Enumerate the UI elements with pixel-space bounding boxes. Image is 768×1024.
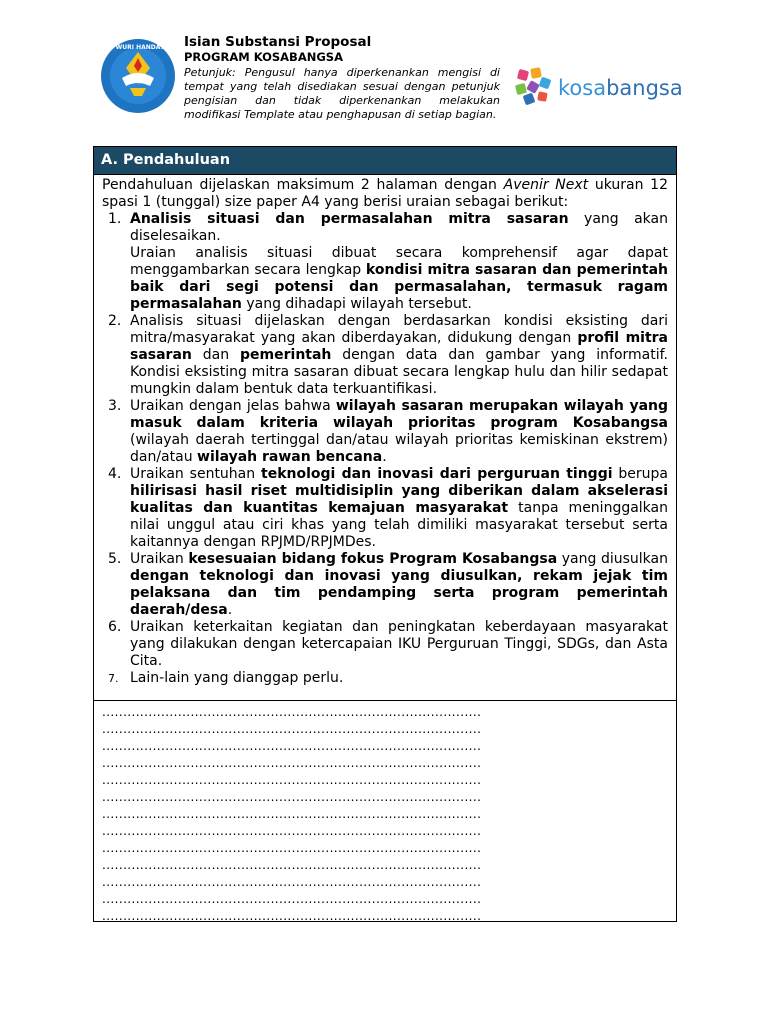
form-title: Isian Substansi Proposal (184, 34, 372, 50)
list-item: 3. Uraikan dengan jelas bahwa wilayah sasaran merupakan wilayah yang masuk dalam kriteria wilayah prioritas program Kosabangsa (wilayah daerah tertinggal dan/atau wilayah prioritas kemiskinan ekstrem) dan/atau wilayah rawan bencana. (108, 398, 669, 465)
section-pendahuluan (93, 146, 677, 922)
kosabangsa-logo (514, 66, 684, 108)
fill-line[interactable]: .......................................................................................... (102, 739, 482, 753)
fill-line[interactable]: .......................................................................................... (102, 875, 482, 889)
instruction-note: Petunjuk: Pengusul hanya diperkenankan mengisi di tempat yang telah disediakan sesuai dengan petunjuk pengisian dan tidak diperkenankan melakukan modifikasi Template atau penghapusan di setiap bagian. (184, 66, 500, 121)
fill-line[interactable]: .......................................................................................... (102, 756, 482, 770)
section-instructions (94, 175, 676, 701)
intro-paragraph: Pendahuluan dijelaskan maksimum 2 halaman dengan Avenir Next ukuran 12 spasi 1 (tunggal) size paper A4 yang berisi uraian sebagai berikut: (102, 177, 668, 210)
list-item: 7. Lain-lain yang dianggap perlu. (108, 670, 344, 686)
section-heading: A. Pendahuluan (94, 147, 676, 175)
fill-line[interactable]: .......................................................................................... (102, 824, 482, 838)
fill-line[interactable]: .......................................................................................... (102, 892, 482, 906)
fill-line[interactable]: .......................................................................................... (102, 858, 482, 872)
fill-line[interactable]: .......................................................................................... (102, 909, 482, 923)
fill-line[interactable]: .......................................................................................... (102, 773, 482, 787)
header-block (184, 34, 500, 122)
answer-area[interactable] (94, 701, 676, 925)
list-item: 2. Analisis situasi dijelaskan dengan berdasarkan kondisi eksisting dari mitra/masyarakat yang akan diberdayakan, didukung dengan profil mitra sasaran dan pemerintah dengan data dan gambar yang informatif. Kondisi eksisting mitra sasaran dibuat secara lengkap hulu dan hilir sedapat mungkin dalam bentuk data terkuantifikasi. (108, 313, 668, 397)
instruction-list (102, 211, 668, 687)
fill-line[interactable]: .......................................................................................... (102, 705, 482, 719)
program-name: PROGRAM KOSABANGSA (184, 50, 343, 64)
list-item: 5. Uraikan kesesuaian bidang fokus Program Kosabangsa yang diusulkan dengan teknologi dan inovasi yang diusulkan, rekam jejak tim pelaksana dan tim pendamping serta program pemerintah daerah/desa. (108, 551, 668, 618)
logo-text: TUT WURI HANDAYANI (100, 44, 176, 51)
list-item: 1. Analisis situasi dan permasalahan mitra sasaran yang akan diselesaikan. Uraian analisis situasi dibuat secara komprehensif agar dapat menggambarkan secara lengkap kondisi mitra sasaran dan pemerintah baik dari segi potensi dan permasalahan, termasuk ragam permasalahan yang dihadapi wilayah tersebut. (108, 211, 669, 312)
kosabangsa-mark-icon (514, 66, 554, 106)
fill-line[interactable]: .......................................................................................... (102, 841, 482, 855)
list-item: 4. Uraikan sentuhan teknologi dan inovasi dari perguruan tinggi berupa hilirisasi hasil riset multidisiplin yang diberikan dalam akselerasi kualitas dan kuantitas kemajuan masyarakat tanpa meninggalkan nilai unggul atau ciri khas yang telah dimiliki masyarakat tersebut serta kaitannya dengan RPJMD/RPJMDes. (108, 466, 669, 550)
fill-line[interactable]: .......................................................................................... (102, 790, 482, 804)
tut-wuri-handayani-logo (100, 38, 176, 114)
list-item: 6. Uraikan keterkaitan kegiatan dan peningkatan keberdayaan masyarakat yang dilakukan dengan ketercapaian IKU Perguruan Tinggi, SDGs, dan Asta Cita. (108, 619, 668, 669)
fill-line[interactable]: .......................................................................................... (102, 807, 482, 821)
fill-line[interactable]: .......................................................................................... (102, 722, 482, 736)
kosabangsa-wordmark: kosabangsa (558, 76, 683, 100)
